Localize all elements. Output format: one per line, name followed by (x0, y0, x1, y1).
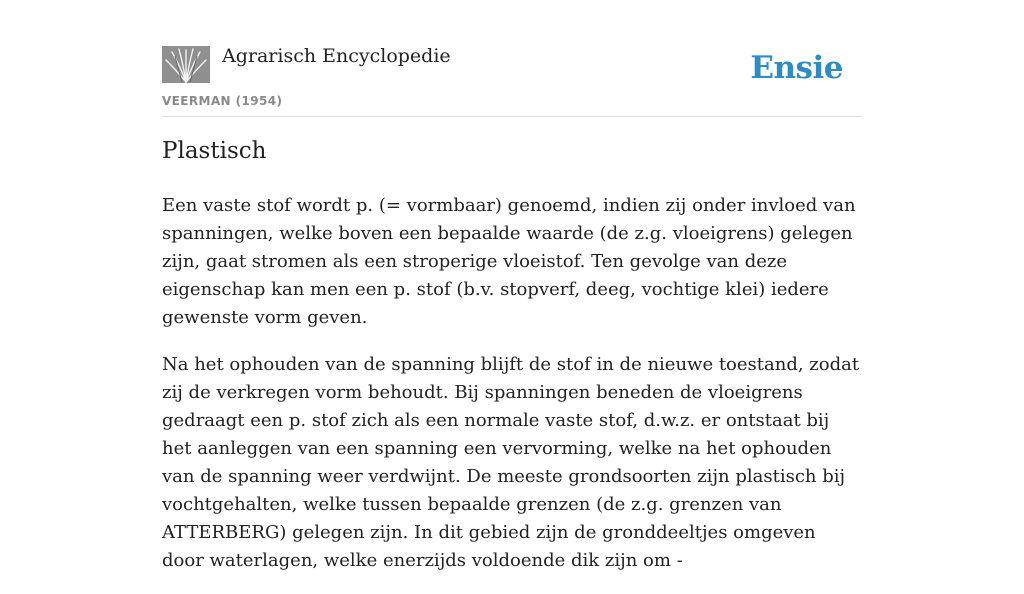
article-title: Plastisch (162, 138, 267, 164)
article-body (162, 192, 862, 594)
source-author-year: VEERMAN (1954) (162, 94, 283, 108)
source-title[interactable]: Agrarisch Encyclopedie (222, 45, 451, 67)
content-container (162, 0, 862, 571)
article-paragraph: Een vaste stof wordt p. (= vormbaar) genoemd, indien zij onder invloed van spanningen, welke boven een bepaalde waarde (de z.g. vloeigrens) gelegen zijn, gaat stromen als een stroperige vloeistof. Ten gevolge van deze eigenschap kan men een p. stof (b.v. stopverf, deeg, vochtige klei) iedere gewenste vorm geven. (162, 195, 856, 328)
ensie-logo[interactable]: Ensie (750, 50, 843, 86)
article-paragraph: Na het ophouden van de spanning blijft de stof in de nieuwe toestand, zodat zij de verkregen vorm behoudt. Bij spanningen beneden de vloeigrens gedraagt een p. stof zich als een normale vaste stof, d.w.z. er ontstaat bij het aanleggen van een spanning een vervorming, welke na het ophouden van de spanning weer verdwijnt. De meeste grondsoorten zijn plastisch bij vochtgehalten, welke tussen bepaalde grenzen (de z.g. grenzen van ATTERBERG) gelegen zijn. In dit gebied zijn de gronddeeltjes omgeven door waterlagen, welke enerzijds voldoende dik zijn om - (162, 354, 860, 571)
source-header (162, 0, 862, 117)
encyclopedia-logo-icon[interactable] (162, 46, 210, 83)
